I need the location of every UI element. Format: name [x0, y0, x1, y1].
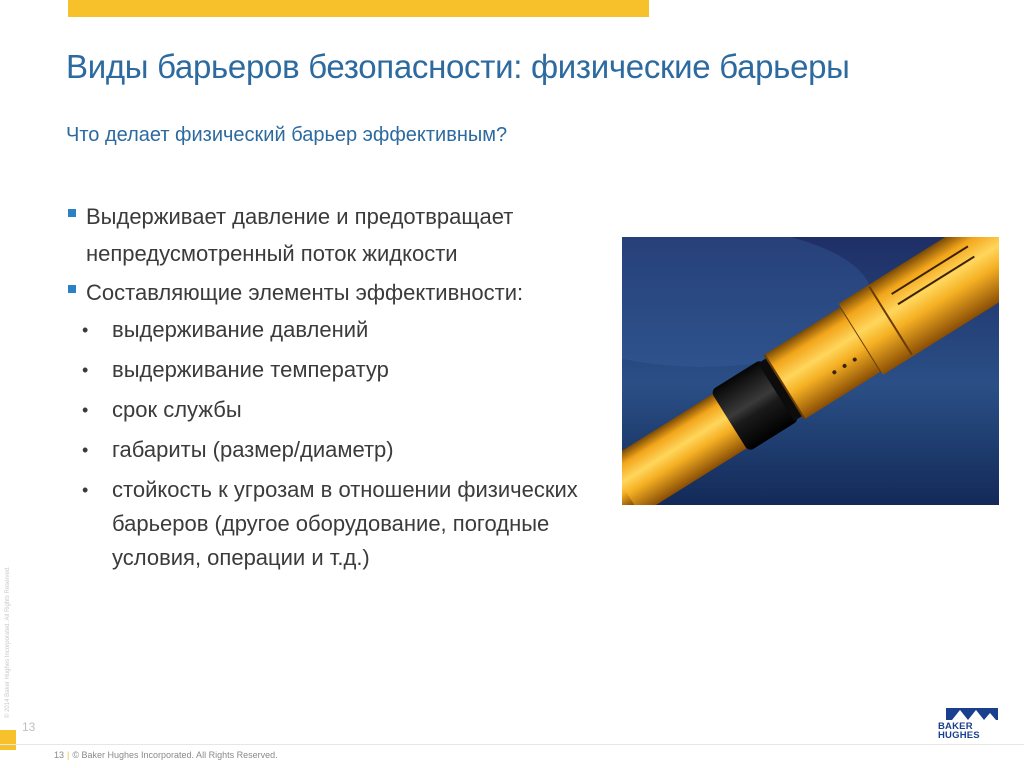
bullet-item — [66, 198, 586, 272]
dot-bullet-icon: • — [82, 440, 89, 460]
sub-bullet-item — [66, 473, 586, 575]
baker-hughes-logo — [938, 706, 1004, 742]
sub-bullet-text: срок службы — [112, 397, 242, 422]
square-bullet-icon — [68, 285, 76, 293]
logo-line-1: BAKER — [938, 721, 973, 732]
footer-page-number: 13 — [54, 750, 65, 760]
sub-bullet-text: габариты (размер/диаметр) — [112, 437, 394, 462]
side-copyright: © 2014 Baker Hughes Incorporated. All Rights Reserved. — [5, 566, 11, 718]
footer-divider — [0, 744, 1024, 745]
square-bullet-icon — [68, 209, 76, 217]
sub-bullet-text: выдерживание температур — [112, 357, 389, 382]
sub-bullet-text: стойкость к угрозам в отношении физических барьеров (другое оборудование, погодные условия, операции и т.д.) — [112, 477, 578, 570]
bullet-text: Составляющие элементы эффективности: — [86, 280, 524, 305]
footer — [54, 750, 278, 760]
dot-bullet-icon: • — [82, 480, 89, 500]
logo-line-2: HUGHES — [938, 730, 980, 741]
slide-subtitle: Что делает физический барьер эффективным? — [66, 124, 508, 146]
bullet-item — [66, 274, 586, 311]
packer-tool-photo — [622, 237, 999, 505]
sub-bullet-item — [66, 393, 586, 427]
side-page-number: 13 — [22, 720, 36, 734]
sub-bullet-item — [66, 313, 586, 347]
top-accent-bar — [68, 0, 649, 17]
logo-mark-icon — [938, 706, 1004, 722]
logo-text — [938, 722, 1004, 740]
sub-bullet-text: выдерживание давлений — [112, 317, 369, 342]
dot-bullet-icon: • — [82, 320, 89, 340]
footer-copyright: © Baker Hughes Incorporated. All Rights Reserved. — [72, 750, 278, 760]
dot-bullet-icon: • — [82, 400, 89, 420]
bullet-list — [66, 198, 586, 581]
bullet-text: Выдерживает давление и предотвращает непредусмотренный поток жидкости — [86, 204, 514, 266]
slide-title: Виды барьеров безопасности: физические барьеры — [66, 48, 850, 85]
corner-accent — [0, 730, 16, 750]
footer-separator: | — [67, 750, 70, 760]
dot-bullet-icon: • — [82, 360, 89, 380]
sub-bullet-item — [66, 433, 586, 467]
sub-bullet-item — [66, 353, 586, 387]
